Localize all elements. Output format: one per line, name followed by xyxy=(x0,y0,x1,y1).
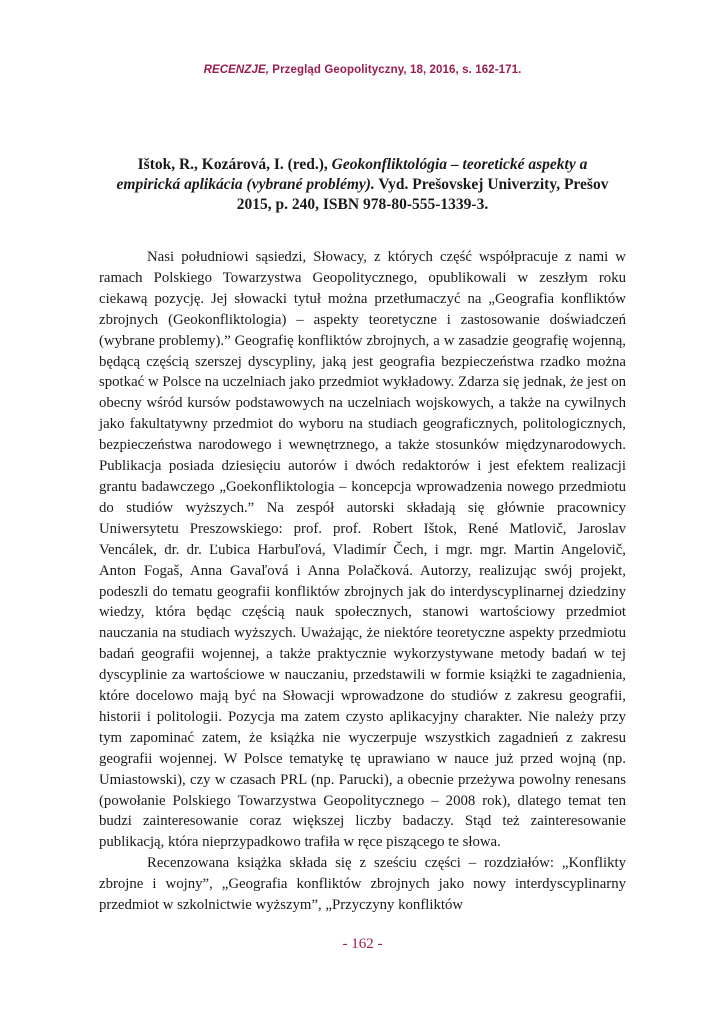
paragraph: Recenzowana książka składa się z sześciu części – rozdziałów: „Konflikty zbrojne i wojny”, „Geografia konfliktów zbrojnych jako nowy interdyscyplinarny przedmiot w szkolnictwie wyższym”, „Przyczyny konfliktów xyxy=(99,855,626,914)
journal-citation: Przegląd Geopolityczny, 18, 2016, s. 162-171. xyxy=(269,64,522,76)
book-title: Geokonfliktológia – teoretické aspekty a empirická aplikácia (vybrané problémy). xyxy=(116,156,588,193)
running-header xyxy=(0,64,725,76)
book-authors: Ištok, R., Kozárová, I. (red.), xyxy=(137,156,332,173)
book-citation xyxy=(110,155,615,215)
review-body xyxy=(99,247,626,916)
section-label: RECENZJE, xyxy=(203,64,270,76)
page-number: - 162 - xyxy=(342,936,383,952)
paragraph: Nasi południowi sąsiedzi, Słowacy, z których część współpracuje z nami w ramach Polskiego Towarzystwa Geopolitycznego, opublikowali w zeszłym roku ciekawą pozycję. Jej słowacki tytuł można przetłumaczyć na „Geografia konfliktów zbrojnych (Geokonfliktologia) – aspekty teoretyczne i zastosowanie doświadczeń (wybrane problemy).” Geografię konfliktów zbrojnych, a w zasadzie geografię wojenną, będącą częścią szerszej dyscypliny, jaką jest geografia bezpieczeństwa rzadko można spotkać w Polsce na uczelniach jako przedmiot wykładowy. Zdarza się jednak, że jest on obecny wśród kursów podstawowych na uczelniach wojskowych, a także na cywilnych jako fakultatywny przedmiot do wyboru na studiach geograficznych, politologicznych, bezpieczeństwa narodowego i wewnętrznego, a także stosunków międzynarodowych. Publikacja posiada dziesięciu autorów i dwóch redaktorów i jest efektem realizacji grantu badawczego „Goekonfliktologia – koncepcja wprowadzenia nowego przedmiotu do studiów wyższych.” Na zespół autorski składają się głównie pracownicy Uniwersytetu Preszowskiego: prof. prof. Robert Ištok, René Matlovič, Jaroslav Vencálek, dr. dr. Ľubica Harbuľová, Vladimír Čech, i mgr. mgr. Martin Angelovič, Anton Fogaš, Anna Gavaľová i Anna Polačková. Autorzy, realizując swój projekt, podeszli do tematu geografii konfliktów zbrojnych jak do interdyscyplinarnej dziedziny wiedzy, która będąc częścią nauk społecznych, stanowi wartościowy przedmiot nauczania na studiach wyższych. Uważając, że niektóre teoretyczne aspekty przedmiotu badań geografii wojennej, a także praktycznie wykorzystywane metody badań w tej dyscyplinie za wartościowe w nauczaniu, przedstawili w formie książki te zagadnienia, które docelowo mają być na Słowacji wprowadzone do studiów z zakresu geografii, historii i politologii. Pozycja ma zatem czysto aplikacyjny charakter. Nie należy przy tym zapominać zatem, że książka nie wyczerpuje wszystkich zagadnień z zakresu geografii wojennej. W Polsce tematykę tę uprawiano w nauce już przed wojną (np. Umiastowski), czy w czasach PRL (np. Parucki), a obecnie przeżywa powolny renesans (powołanie Polskiego Towarzystwa Geopolitycznego – 2008 rok), dlatego temat ten budzi zainteresowanie coraz większej liczby badaczy. Stąd też zainteresowanie publikacją, która nieprzypadkowo trafiła w ręce piszącego te słowa. xyxy=(99,249,626,851)
book-publisher: Vyd. Prešovskej Univerzity, Prešov 2015, p. 240, ISBN 978-80-555-1339-3. xyxy=(236,176,609,213)
